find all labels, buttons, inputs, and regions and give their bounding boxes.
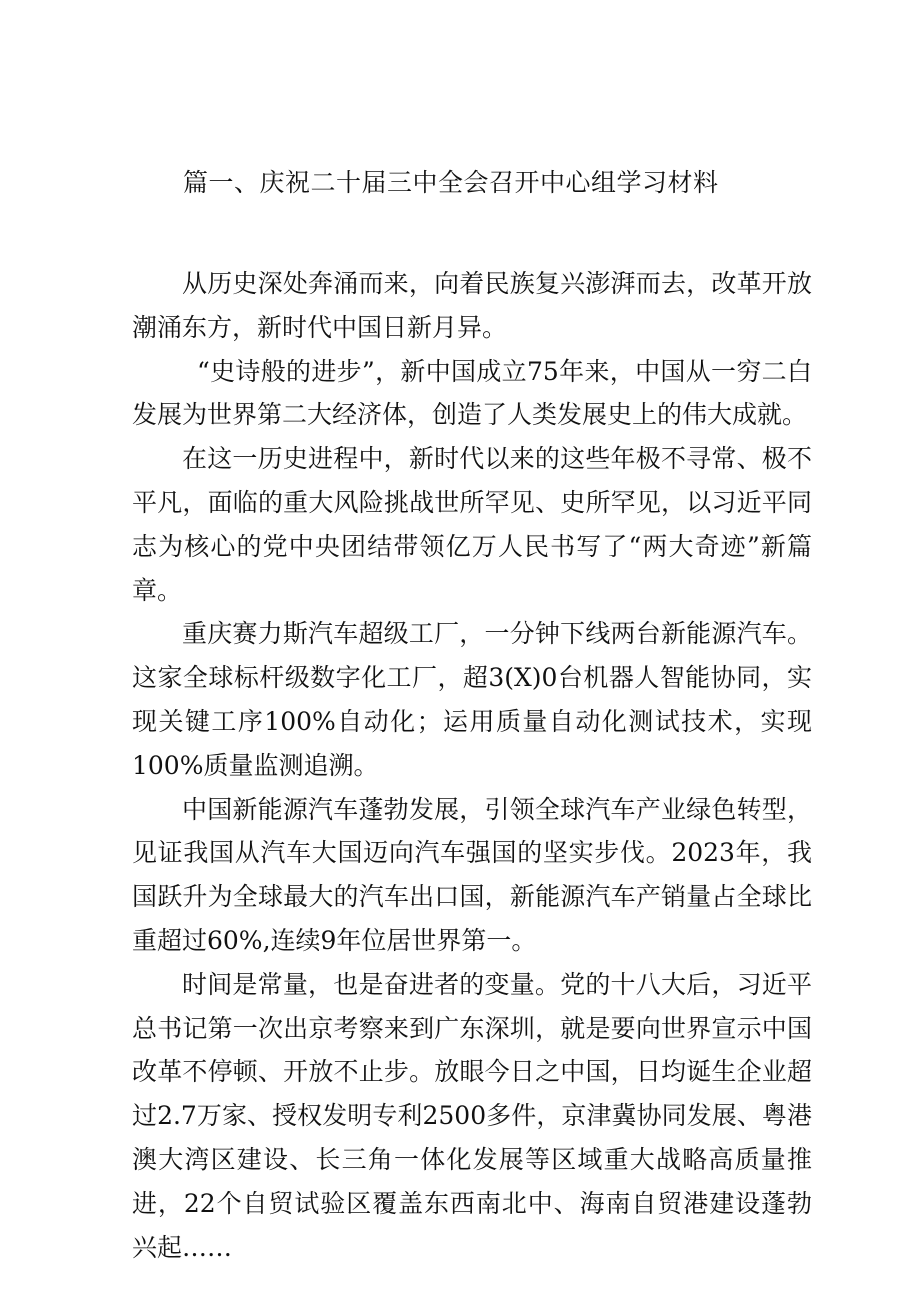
paragraph-4: 重庆赛力斯汽车超级工厂，一分钟下线两台新能源汽车。这家全球标杆级数字化工厂，超3(X)0台机器人智能协同，实现关键工序100%自动化；运用质量自动化测试技术，实现100%质量监测追溯。 — [132, 619, 812, 780]
paragraph-6: 时间是常量，也是奋进者的变量。党的十八大后，习近平总书记第一次出京考察来到广东深圳，就是要向世界宣示中国改革不停顿、开放不止步。放眼今日之中国，日均诞生企业超过2.7万家、授权发明专利2500多件，京津冀协同发展、粤港澳大湾区建设、长三角一体化发展等区域重大战略高质量推进，22个自贸试验区覆盖东西南北中、海南自贸港建设蓬勃兴起…… — [132, 969, 812, 1262]
paragraph-3: 在这一历史进程中，新时代以来的这些年极不寻常、极不平凡，面临的重大风险挑战世所罕见、史所罕见，以习近平同志为核心的党中央团结带领亿万人民书写了“两大奇迹”新篇章。 — [132, 444, 812, 605]
paragraph-2: “史诗般的进步”，新中国成立75年来，中国从一穷二白发展为世界第二大经济体，创造了人类发展史上的伟大成就。 — [132, 356, 812, 430]
paragraph-5: 中国新能源汽车蓬勃发展，引领全球汽车产业绿色转型，见证我国从汽车大国迈向汽车强国的坚实步伐。2023年，我国跃升为全球最大的汽车出口国，新能源汽车产销量占全球比重超过60%,连续9年位居世界第一。 — [132, 794, 812, 955]
paragraph-1: 从历史深处奔涌而来，向着民族复兴澎湃而去，改革开放潮涌东方，新时代中国日新月异。 — [132, 269, 812, 342]
document-title: 篇一、庆祝二十届三中全会召开中心组学习材料 — [183, 168, 719, 197]
document-body — [132, 262, 812, 1269]
